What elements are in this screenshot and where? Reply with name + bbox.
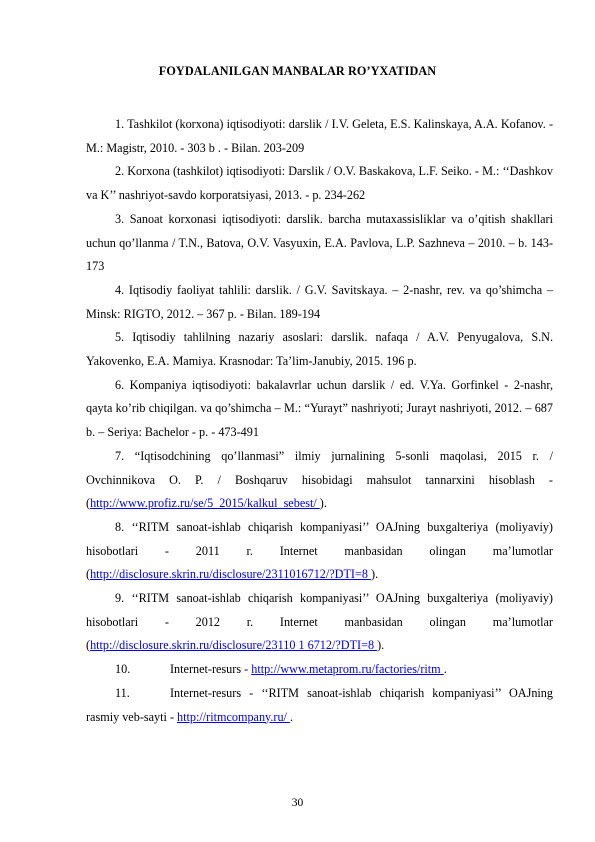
reference-item-7 [86, 445, 553, 516]
reference-item-4 [86, 279, 553, 326]
reference-text: 2. Korxona (tashkilot) iqtisodiyoti: Darslik / O.V. Baskakova, L.F. Seiko. - M.: ‘‘Dashkov va K’’ nashriyot-savdo korporatsiyasi, 2013. - p. 234-262 [86, 164, 553, 203]
reference-text-after: . [443, 662, 447, 677]
reference-link[interactable]: http://disclosure.skrin.ru/disclosure/23110 1 6712/?DTI=8 [90, 638, 378, 653]
reference-item-8 [86, 516, 553, 587]
reference-text: 5. Iqtisodiy tahlilning nazariy asoslari: darslik. nafaqa / A.V. Penyugalova, S.N. Yakovenko, E.A. Mamiya. Krasnodar: Ta’lim-Janubiy, 2015. 196 p. [86, 330, 553, 369]
reference-text: 7. “Iqtisodchining qo’llanmasi” ilmiy jurnalining 5-sonli maqolasi, 2015 r. / Ovchinnikova O. P. / Boshqaruv hisobidagi mahsulot tannarxini hisoblash - ( [86, 448, 553, 511]
reference-item-1 [86, 113, 553, 160]
page-number: 30 [291, 797, 304, 809]
reference-item-6 [86, 374, 553, 445]
reference-item-10 [86, 658, 553, 682]
reference-link[interactable]: http://disclosure.skrin.ru/disclosure/2311016712/?DTI=8 [90, 567, 372, 582]
reference-text: Internet-resurs - [170, 662, 252, 677]
reference-item-2 [86, 160, 553, 207]
reference-text-after: ). [319, 496, 327, 511]
reference-text: 1. Tashkilot (korxona) iqtisodiyoti: darslik / I.V. Geleta, E.S. Kalinskaya, A.A. Kofanov. - M.: Magistr, 2010. - 303 b . - Bilan. 203-209 [86, 117, 553, 155]
reference-number: 10. [115, 662, 131, 677]
reference-text: 6. Kompaniya iqtisodiyoti: bakalavrlar uchun darslik / ed. V.Ya. Gorfinkel - 2-nashr, qayta ko’rib chiqilgan. va qo’shimcha – M.: “Yurayt” nashriyoti; Jurayt nashriyoti, 2012. – 687 b. – Seriya: Bachelor - p. - 473-491 [86, 377, 553, 440]
reference-item-9 [86, 587, 553, 658]
reference-text: 3. Sanoat korxonasi iqtisodiyoti: darslik. barcha mutaxassisliklar va o’qitish shakllari uchun qo’llanma / T.N., Batova, O.V. Vasyuxin, E.A. Pavlova, L.P. Sazhneva – 2010. – b. 143-173 [86, 211, 553, 274]
reference-link[interactable]: http://www.metaprom.ru/factories/ritm [251, 662, 444, 677]
reference-text: 4. Iqtisodiy faoliyat tahlili: darslik. / G.V. Savitskaya. – 2-nashr, rev. va qo’shimcha – Minsk: RIGTO, 2012. – 367 p. - Bilan. 189-194 [86, 282, 553, 321]
reference-item-11 [86, 682, 553, 729]
reference-link[interactable]: http://ritmcompany.ru/ [177, 709, 290, 724]
page-title: FOYDALANILGAN MANBALAR RO’YXATIDAN [158, 64, 437, 78]
reference-item-5 [86, 326, 553, 373]
reference-list [86, 113, 553, 729]
reference-text: Internet-resurs - ‘‘RITM sanoat-ishlab chiqarish kompaniyasi’’ OAJning rasmiy veb-sayti - [86, 685, 553, 724]
reference-number: 11. [115, 685, 130, 700]
reference-text: 8. ‘‘RITM sanoat-ishlab chiqarish kompaniyasi’’ OAJning buxgalteriya (moliyaviy) hisobotlari - 2011 r. Internet manbasidan olingan ma’lumotlar ( [86, 519, 553, 582]
reference-text-after: ). [377, 638, 385, 653]
reference-text-after: . [290, 709, 294, 724]
reference-link[interactable]: http://www.profiz.ru/se/5_2015/kalkul_sebest/ [90, 496, 320, 511]
reference-text-after: ). [371, 567, 379, 582]
reference-item-3 [86, 208, 553, 279]
reference-text: 9. ‘‘RITM sanoat-ishlab chiqarish kompaniyasi’’ OAJning buxgalteriya (moliyaviy) hisobotlari - 2012 r. Internet manbasidan olingan ma’lumotlar ( [86, 591, 553, 653]
